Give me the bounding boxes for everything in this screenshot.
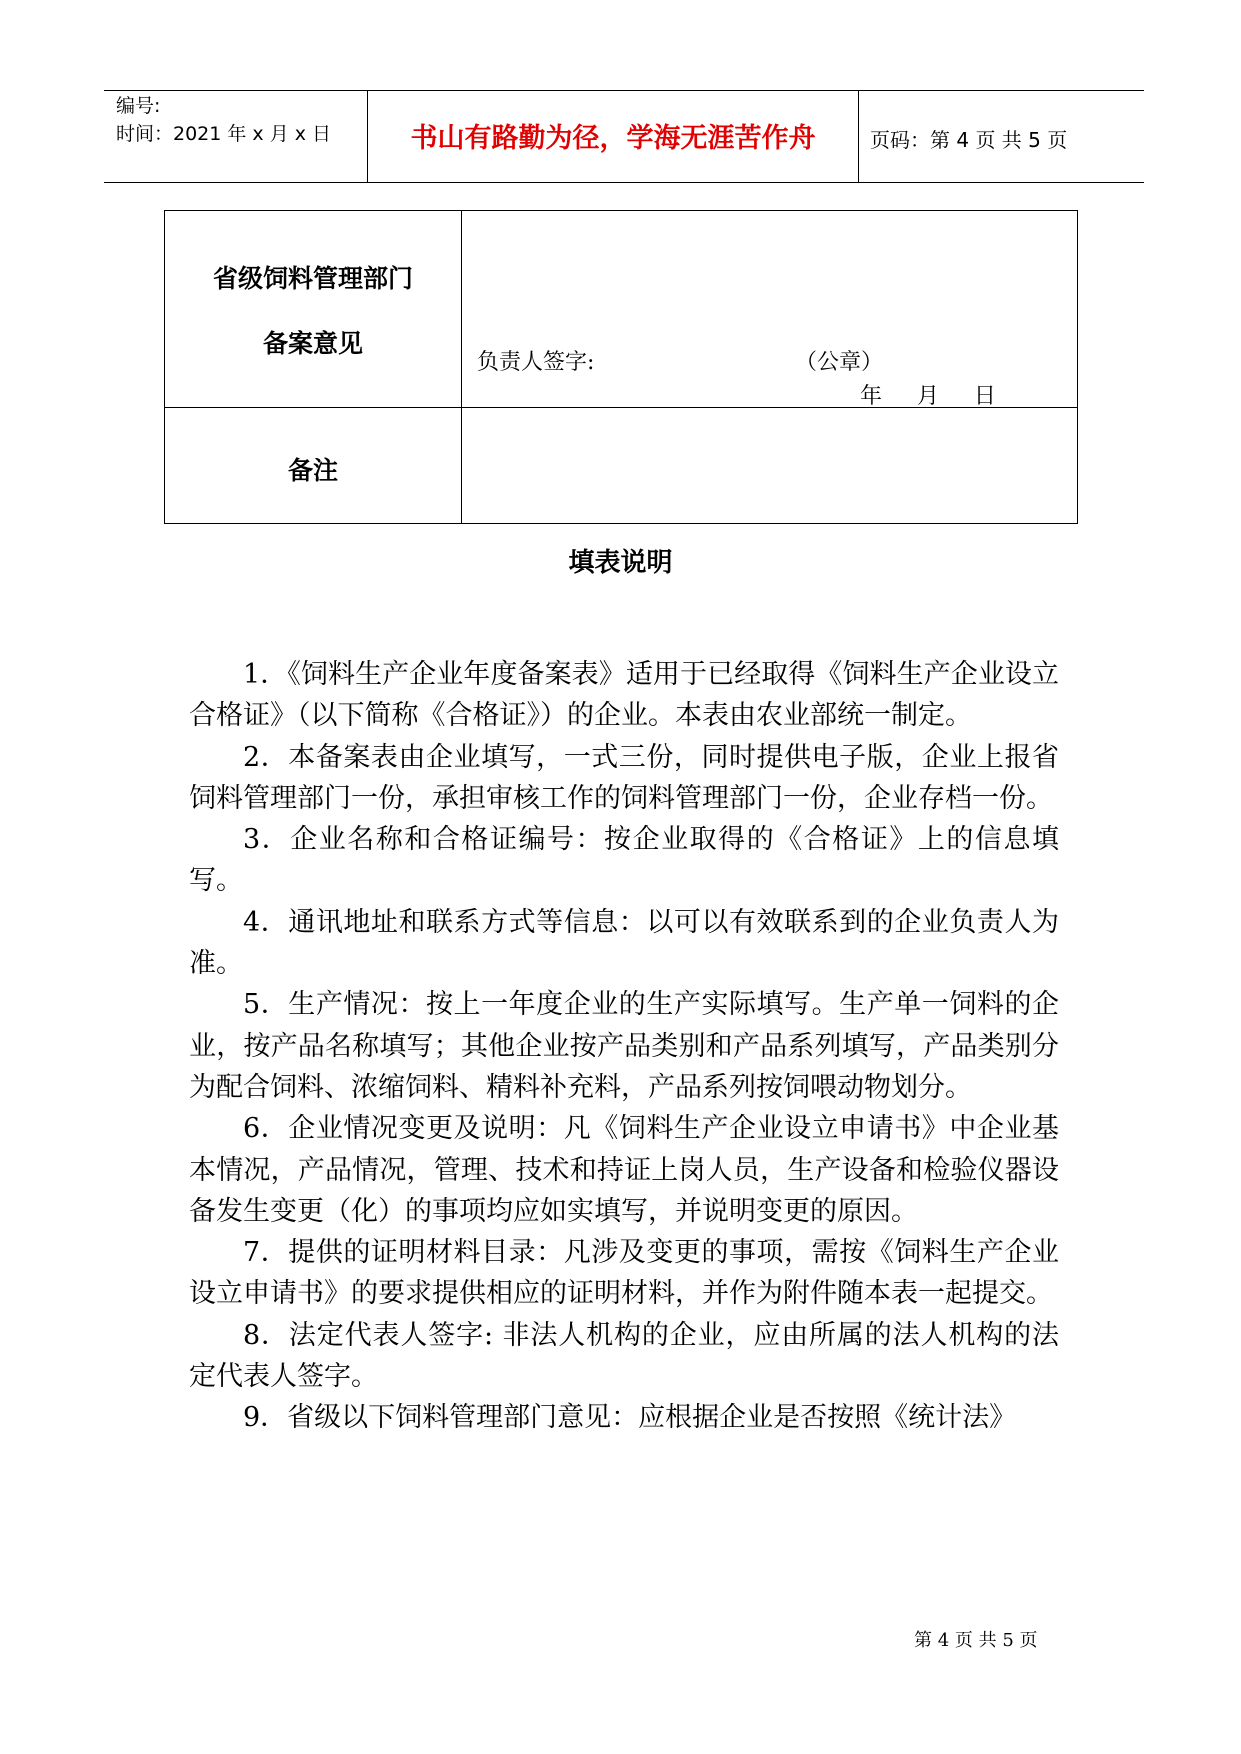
remarks-label: 备注 [287,456,338,485]
instructions-title: 填表说明 [568,548,673,578]
instructions-body [189,654,1059,1439]
provincial-dept-label: 省级饲料管理部门 [212,264,413,293]
instruction-item: 2．本备案表由企业填写，一式三份，同时提供电子版，企业上报省饲料管理部门一份，承担审核工作的饲料管理部门一份，企业存档一份。 [189,741,1059,814]
seal-label: （公章） [795,350,884,375]
header-meta [116,92,331,148]
header-divider-right [858,90,859,182]
signature-label: 负责人签字: [477,350,595,375]
instruction-item: 8．法定代表人签字: 非法人机构的企业，应由所属的法人机构的法定代表人签字。 [189,1319,1059,1393]
instruction-item: 3．企业名称和合格证编号：按企业取得的《合格证》上的信息填写。 [189,824,1059,897]
header-motto: 书山有路勤为径，学海无涯苦作舟 [410,123,816,154]
instruction-item: 9．省级以下饲料管理部门意见：应根据企业是否按照《统计法》 [243,1402,1017,1434]
footer-page-number: 第 4 页 共 5 页 [914,1630,1038,1651]
instruction-item: 4．通讯地址和联系方式等信息：以可以有效联系到的企业负责人为准。 [189,906,1059,980]
filing-opinion-table [164,210,1078,524]
header-page-indicator: 页码：第 4 页 共 5 页 [870,128,1068,152]
header-bottom-rule [104,182,1144,183]
instruction-item: 5．生产情况：按上一年度企业的生产实际填写。生产单一饲料的企业，按产品名称填写；其他企业按产品类别和产品系列填写，产品类别分为配合饲料、浓缩饲料、精料补充料，产品系列按饲喂动物划分。 [189,989,1059,1103]
header-top-rule [104,90,1144,91]
instruction-item: 1．《饲料生产企业年度备案表》适用于已经取得《饲料生产企业设立合格证》（以下简称《合格证》）的企业。本表由农业部统一制定。 [189,659,1059,732]
date-label: 年 月 日 [860,384,996,409]
filing-opinion-label: 备案意见 [262,329,363,358]
time-label: 时间：2021 年 x 月 x 日 [116,123,332,145]
table-column-divider [461,211,462,523]
doc-number-label: 编号: [116,95,161,117]
instruction-item: 6．企业情况变更及说明：凡《饲料生产企业设立申请书》中企业基本情况，产品情况，管理、技术和持证上岗人员，生产设备和检验仪器设备发生变更（化）的事项均应如实填写，并说明变更的原因。 [189,1113,1059,1227]
instruction-item: 7．提供的证明材料目录：凡涉及变更的事项，需按《饲料生产企业设立申请书》的要求提供相应的证明材料，并作为附件随本表一起提交。 [189,1237,1059,1310]
